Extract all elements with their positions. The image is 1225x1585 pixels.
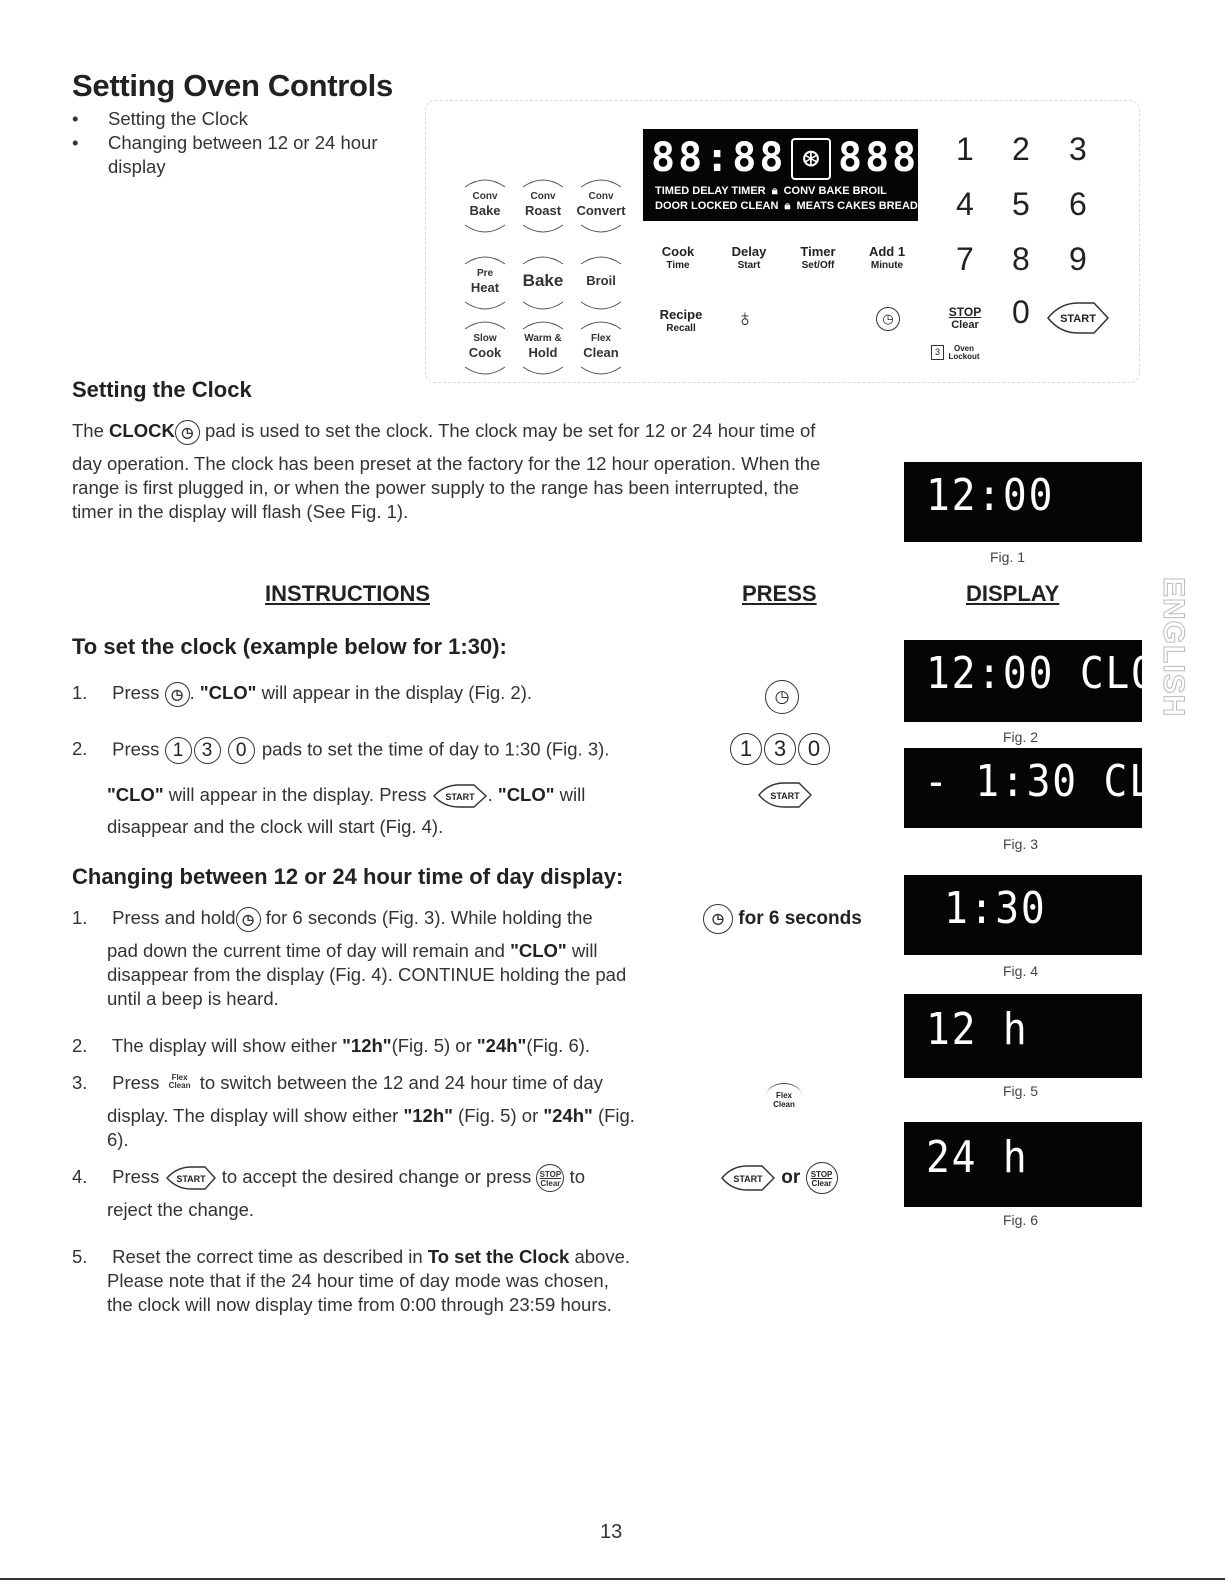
- press-start-or-stop: [720, 1162, 838, 1194]
- change-step-5-cont: [107, 1269, 727, 1317]
- pad-text: [575, 332, 627, 360]
- change-step-4-cont: reject the change.: [107, 1199, 255, 1220]
- pad-0-icon: 0: [228, 737, 255, 764]
- panel-display-row1: [655, 185, 887, 198]
- set-step-1: [72, 681, 712, 707]
- pad-1-icon: 1: [165, 737, 192, 764]
- broil-pad[interactable]: [575, 250, 627, 316]
- start-icon: [720, 1164, 776, 1192]
- change-step-4: [72, 1164, 712, 1192]
- section-title-set-clock: To set the clock (example below for 1:30):: [72, 634, 507, 659]
- step-number: 2.: [72, 1035, 88, 1056]
- text: Reset the correct time as described in: [112, 1246, 423, 1267]
- key-4[interactable]: 4: [956, 186, 974, 222]
- change-step-1-cont: [107, 939, 727, 1011]
- change-step-3: [72, 1071, 712, 1095]
- timer-set-off-button[interactable]: [793, 245, 843, 273]
- display-row2b-text: MEATS CAKES BREADS: [796, 200, 926, 212]
- lockout-sublabel: Lockout: [948, 351, 980, 361]
- text-line: day operation. The clock has been preset at the factory for the 12 hour operation. When the: [72, 453, 821, 474]
- page-title: Setting Oven Controls: [72, 68, 393, 103]
- pad-large-label: Broil: [586, 273, 616, 288]
- text-line: timer in the display will flash (See Fig. 1).: [72, 501, 409, 522]
- clo-text: "CLO": [510, 940, 567, 961]
- flex-clean-icon: [165, 1074, 195, 1090]
- figure-2-display: [904, 640, 1157, 722]
- bullet-item: [72, 131, 412, 179]
- text-line: disappear from the display (Fig. 4). CONTINUE holding the pad: [107, 964, 627, 985]
- conv-convert-pad[interactable]: [575, 173, 627, 239]
- column-press: PRESS: [742, 581, 817, 606]
- figure-2-caption: Fig. 2: [1003, 729, 1039, 745]
- stop-clear-icon: [536, 1164, 564, 1192]
- set-step-2-cont: [107, 783, 727, 809]
- side-tab-text: ENGLISH: [1157, 577, 1190, 718]
- clean-label: Clean: [168, 1081, 191, 1091]
- step-number: 2.: [72, 738, 88, 760]
- change-step-2: [72, 1034, 712, 1058]
- oven-lockout: [931, 344, 980, 362]
- stop-label: STOP: [810, 1170, 833, 1179]
- start-label: START: [770, 791, 800, 801]
- text: pad is used to set the clock. The clock may be set for 12 or 24 hour time of: [204, 420, 816, 441]
- button-sub: Minute: [870, 260, 904, 271]
- pad-text: [459, 267, 511, 295]
- clear-label: Clear: [811, 1179, 832, 1188]
- figure-1-display: [904, 462, 1142, 542]
- pad-text: [459, 190, 511, 218]
- pre-heat-pad[interactable]: [459, 250, 511, 316]
- key-2[interactable]: 2: [1012, 131, 1030, 167]
- text: (Fig. 5) or: [391, 1035, 472, 1056]
- figure-4-caption: Fig. 4: [1003, 963, 1039, 979]
- text: Press and hold: [112, 907, 236, 928]
- stop-label: STOP: [948, 305, 982, 319]
- text: Press: [112, 682, 160, 703]
- figure-5-caption: Fig. 5: [1003, 1083, 1039, 1099]
- press-start-icon: [757, 781, 813, 809]
- text-line: range is first plugged in, or when the power supply to the range has been interrupted, the: [72, 477, 800, 498]
- pad-text: [575, 190, 627, 218]
- lock-icon: 🔒︎: [771, 185, 778, 197]
- figure-6-caption: Fig. 6: [1003, 1212, 1039, 1228]
- side-tab-english: [1158, 570, 1188, 720]
- conv-roast-pad[interactable]: [517, 173, 569, 239]
- pad-large-label: Cook: [468, 345, 502, 360]
- step-number: 1.: [72, 682, 88, 703]
- step-number: 4.: [72, 1165, 88, 1187]
- for-6-seconds-text: for 6 seconds: [738, 908, 862, 930]
- button-sub: Start: [737, 260, 761, 271]
- clock-icon: ◷: [703, 904, 733, 934]
- delay-start-button[interactable]: [724, 245, 774, 273]
- text: to: [569, 1165, 585, 1187]
- key-9[interactable]: 9: [1069, 241, 1087, 277]
- text: display. The display will show either: [107, 1105, 399, 1126]
- panel-display-digits-left: 88:88: [651, 135, 787, 181]
- pad-large-label: Convert: [576, 203, 626, 218]
- clock-icon: ◷: [236, 907, 261, 932]
- change-step-3-cont: [107, 1104, 727, 1152]
- control-panel-illustration: [425, 100, 1140, 383]
- press-clock-icon: ◷: [765, 680, 799, 714]
- figure-display-text: 24 h: [926, 1132, 1029, 1183]
- panel-display-digits-right: 888: [838, 135, 920, 181]
- pad-small-label: Slow: [473, 333, 497, 344]
- figure-6-display: [904, 1122, 1142, 1207]
- clock-paragraph-rest: [72, 452, 902, 524]
- bullet-dot: •: [72, 108, 79, 129]
- stop-clear-button[interactable]: [946, 306, 984, 332]
- clock-icon: ◷: [165, 682, 190, 707]
- text: will appear in the display (Fig. 2).: [261, 682, 533, 703]
- flex-label: Flex: [171, 1073, 188, 1083]
- pad-small-label: Pre: [476, 268, 494, 279]
- text: will appear in the display. Press: [168, 784, 427, 805]
- 24h-text: "24h": [543, 1105, 593, 1126]
- set-step-2: [72, 737, 712, 764]
- text: above.: [574, 1246, 631, 1267]
- panel-display-row2: [655, 200, 925, 213]
- pad-large-label: Bake: [522, 271, 564, 290]
- text: to accept the desired change or press: [221, 1165, 532, 1187]
- start-label: START: [1060, 313, 1096, 325]
- column-display: DISPLAY: [966, 581, 1060, 606]
- clock-paragraph-line1: [72, 419, 892, 445]
- section-title-change-mode: Changing between 12 or 24 hour time of day display:: [72, 864, 624, 889]
- key-5[interactable]: 5: [1012, 186, 1030, 222]
- press-digits: [730, 733, 832, 765]
- pad-0-icon: 0: [798, 733, 830, 765]
- figure-5-display: [904, 994, 1142, 1078]
- pad-small-label: Conv: [588, 191, 614, 202]
- recipe-recall-button[interactable]: [655, 308, 707, 336]
- bottom-rule: [0, 1578, 1225, 1580]
- pad-3-icon: 3: [764, 733, 796, 765]
- press-flex-clean-icon: [766, 1083, 802, 1109]
- clear-label: Clear: [951, 319, 979, 331]
- pad-1-icon: 1: [730, 733, 762, 765]
- figure-display-text: - 1:30 CLO: [924, 756, 1181, 807]
- 12h-text: "12h": [403, 1105, 453, 1126]
- clo-text: "CLO": [199, 682, 257, 703]
- start-icon: [165, 1165, 217, 1191]
- text: Press: [112, 1072, 160, 1093]
- bullet-text: Setting the Clock: [108, 108, 248, 129]
- bullet-item: [72, 107, 412, 131]
- bake-pad[interactable]: [517, 250, 569, 316]
- slow-cook-pad[interactable]: [459, 315, 511, 381]
- flex-clean-pad[interactable]: [575, 315, 627, 381]
- key-8[interactable]: 8: [1012, 241, 1030, 277]
- clear-label: Clear: [540, 1179, 561, 1188]
- start-label: START: [444, 792, 475, 803]
- clock-word: CLOCK: [109, 420, 175, 441]
- text: .: [189, 682, 195, 703]
- button-main: Cook: [661, 244, 695, 259]
- text: will: [559, 784, 586, 805]
- button-main: Recipe: [659, 307, 703, 322]
- button-sub: Set/Off: [801, 260, 835, 271]
- lock-icon: 🔒︎: [784, 200, 791, 212]
- pad-small-label: Conv: [530, 191, 556, 202]
- pad-small-label: Conv: [472, 191, 498, 202]
- text: Press: [112, 738, 160, 760]
- pad-large-label: Hold: [528, 345, 558, 360]
- lockout-label: Oven: [954, 343, 975, 353]
- display-row2-text: DOOR LOCKED CLEAN: [655, 200, 779, 212]
- figure-3-display: [904, 748, 1181, 828]
- clock-icon: ◷: [175, 420, 200, 445]
- add-1-minute-button[interactable]: [862, 245, 912, 273]
- pad-text: [517, 332, 569, 360]
- pad-text: [575, 274, 627, 288]
- button-sub: Recall: [666, 323, 696, 334]
- start-icon: [432, 783, 488, 809]
- section-title-setting-clock: Setting the Clock: [72, 377, 252, 402]
- figure-display-text: 1:30: [944, 883, 1047, 934]
- pad-large-label: Bake: [469, 203, 501, 218]
- text: The: [72, 420, 104, 441]
- column-instructions: INSTRUCTIONS: [265, 581, 430, 606]
- clock-icon[interactable]: ◷: [876, 307, 900, 331]
- pad-text: [517, 271, 569, 290]
- text: pad down the current time of day will remain and: [107, 940, 505, 961]
- figure-display-text: 12 h: [926, 1004, 1029, 1055]
- text: (Fig. 6).: [526, 1035, 591, 1056]
- text: will: [571, 940, 598, 961]
- 24h-text: "24h": [476, 1035, 527, 1056]
- change-step-1: [72, 906, 712, 932]
- clo-text: "CLO": [107, 784, 164, 805]
- button-main: Add 1: [868, 244, 906, 259]
- intro-bullets: [72, 107, 412, 179]
- pad-text: [459, 332, 511, 360]
- text: to switch between the 12 and 24 hour time of day: [199, 1072, 603, 1093]
- text-line: the clock will now display time from 0:00 through 23:59 hours.: [107, 1294, 612, 1315]
- warm-hold-pad[interactable]: [517, 315, 569, 381]
- pad-large-label: Heat: [470, 280, 500, 295]
- text: The display will show either: [111, 1035, 337, 1056]
- pad-large-label: Clean: [583, 345, 619, 360]
- step-number: 5.: [72, 1246, 88, 1267]
- stop-label: STOP: [539, 1170, 562, 1179]
- press-hold-clock: [703, 904, 862, 934]
- button-sub: Time: [666, 260, 690, 271]
- key-6[interactable]: 6: [1069, 186, 1087, 222]
- pad-large-label: Roast: [524, 203, 562, 218]
- bullet-text: Changing between 12 or 24 hour display: [108, 132, 378, 177]
- flex-label: Flex: [775, 1091, 792, 1100]
- text: .: [487, 784, 493, 805]
- text: for 6 seconds (Fig. 3). While holding the: [265, 907, 593, 928]
- text-line: 6).: [107, 1129, 129, 1150]
- key-7[interactable]: 7: [956, 241, 974, 277]
- key-1[interactable]: 1: [956, 131, 974, 167]
- figure-4-display: [904, 875, 1142, 955]
- figure-display-text: 12:00 CLO: [926, 648, 1157, 699]
- figure-3-caption: Fig. 3: [1003, 836, 1039, 852]
- pad-small-label: Flex: [590, 333, 611, 344]
- pad-text: [517, 190, 569, 218]
- change-step-5: [72, 1245, 712, 1269]
- start-label: START: [733, 1174, 763, 1184]
- stop-clear-icon: [806, 1162, 838, 1194]
- start-button[interactable]: [1046, 301, 1110, 335]
- clo-text: "CLO": [497, 784, 555, 805]
- panel-display: [643, 129, 926, 221]
- bullet-dot: •: [72, 132, 79, 153]
- figure-1-caption: Fig. 1: [990, 549, 1026, 565]
- display-row1-text: TIMED DELAY TIMER: [655, 185, 766, 197]
- text: (Fig.: [597, 1105, 635, 1126]
- text: pads to set the time of day to 1:30 (Fig. 3).: [261, 738, 610, 760]
- pad-3-icon: 3: [194, 737, 221, 764]
- button-main: Timer: [800, 244, 836, 259]
- or-text: or: [781, 1167, 801, 1189]
- pad-small-label: Warm &: [524, 333, 562, 344]
- cook-time-button[interactable]: [656, 245, 700, 273]
- button-main: Delay: [731, 244, 767, 259]
- text-line: until a beep is heard.: [107, 988, 279, 1009]
- display-row1b-text: CONV BAKE BROIL: [783, 185, 887, 197]
- start-label: START: [175, 1174, 206, 1184]
- clean-label: Clean: [773, 1100, 795, 1109]
- link-text: To set the Clock: [427, 1246, 570, 1267]
- oven-light-icon[interactable]: ♁: [736, 305, 754, 332]
- key-3[interactable]: 3: [1069, 131, 1087, 167]
- 12h-text: "12h": [342, 1035, 392, 1056]
- page-number: 13: [600, 1521, 623, 1543]
- text: Press: [112, 1165, 160, 1187]
- key-0[interactable]: 0: [1012, 294, 1030, 330]
- fan-icon: ⊛: [791, 138, 831, 180]
- step-number: 1.: [72, 907, 88, 928]
- text-line: Please note that if the 24 hour time of day mode was chosen,: [107, 1270, 609, 1291]
- step-number: 3.: [72, 1072, 88, 1093]
- set-step-2-end: disappear and the clock will start (Fig. 4).: [107, 816, 444, 837]
- conv-bake-pad[interactable]: [459, 173, 511, 239]
- lockout-icon: 3: [931, 345, 944, 360]
- figure-display-text: 12:00: [926, 470, 1055, 521]
- text: (Fig. 5) or: [458, 1105, 539, 1126]
